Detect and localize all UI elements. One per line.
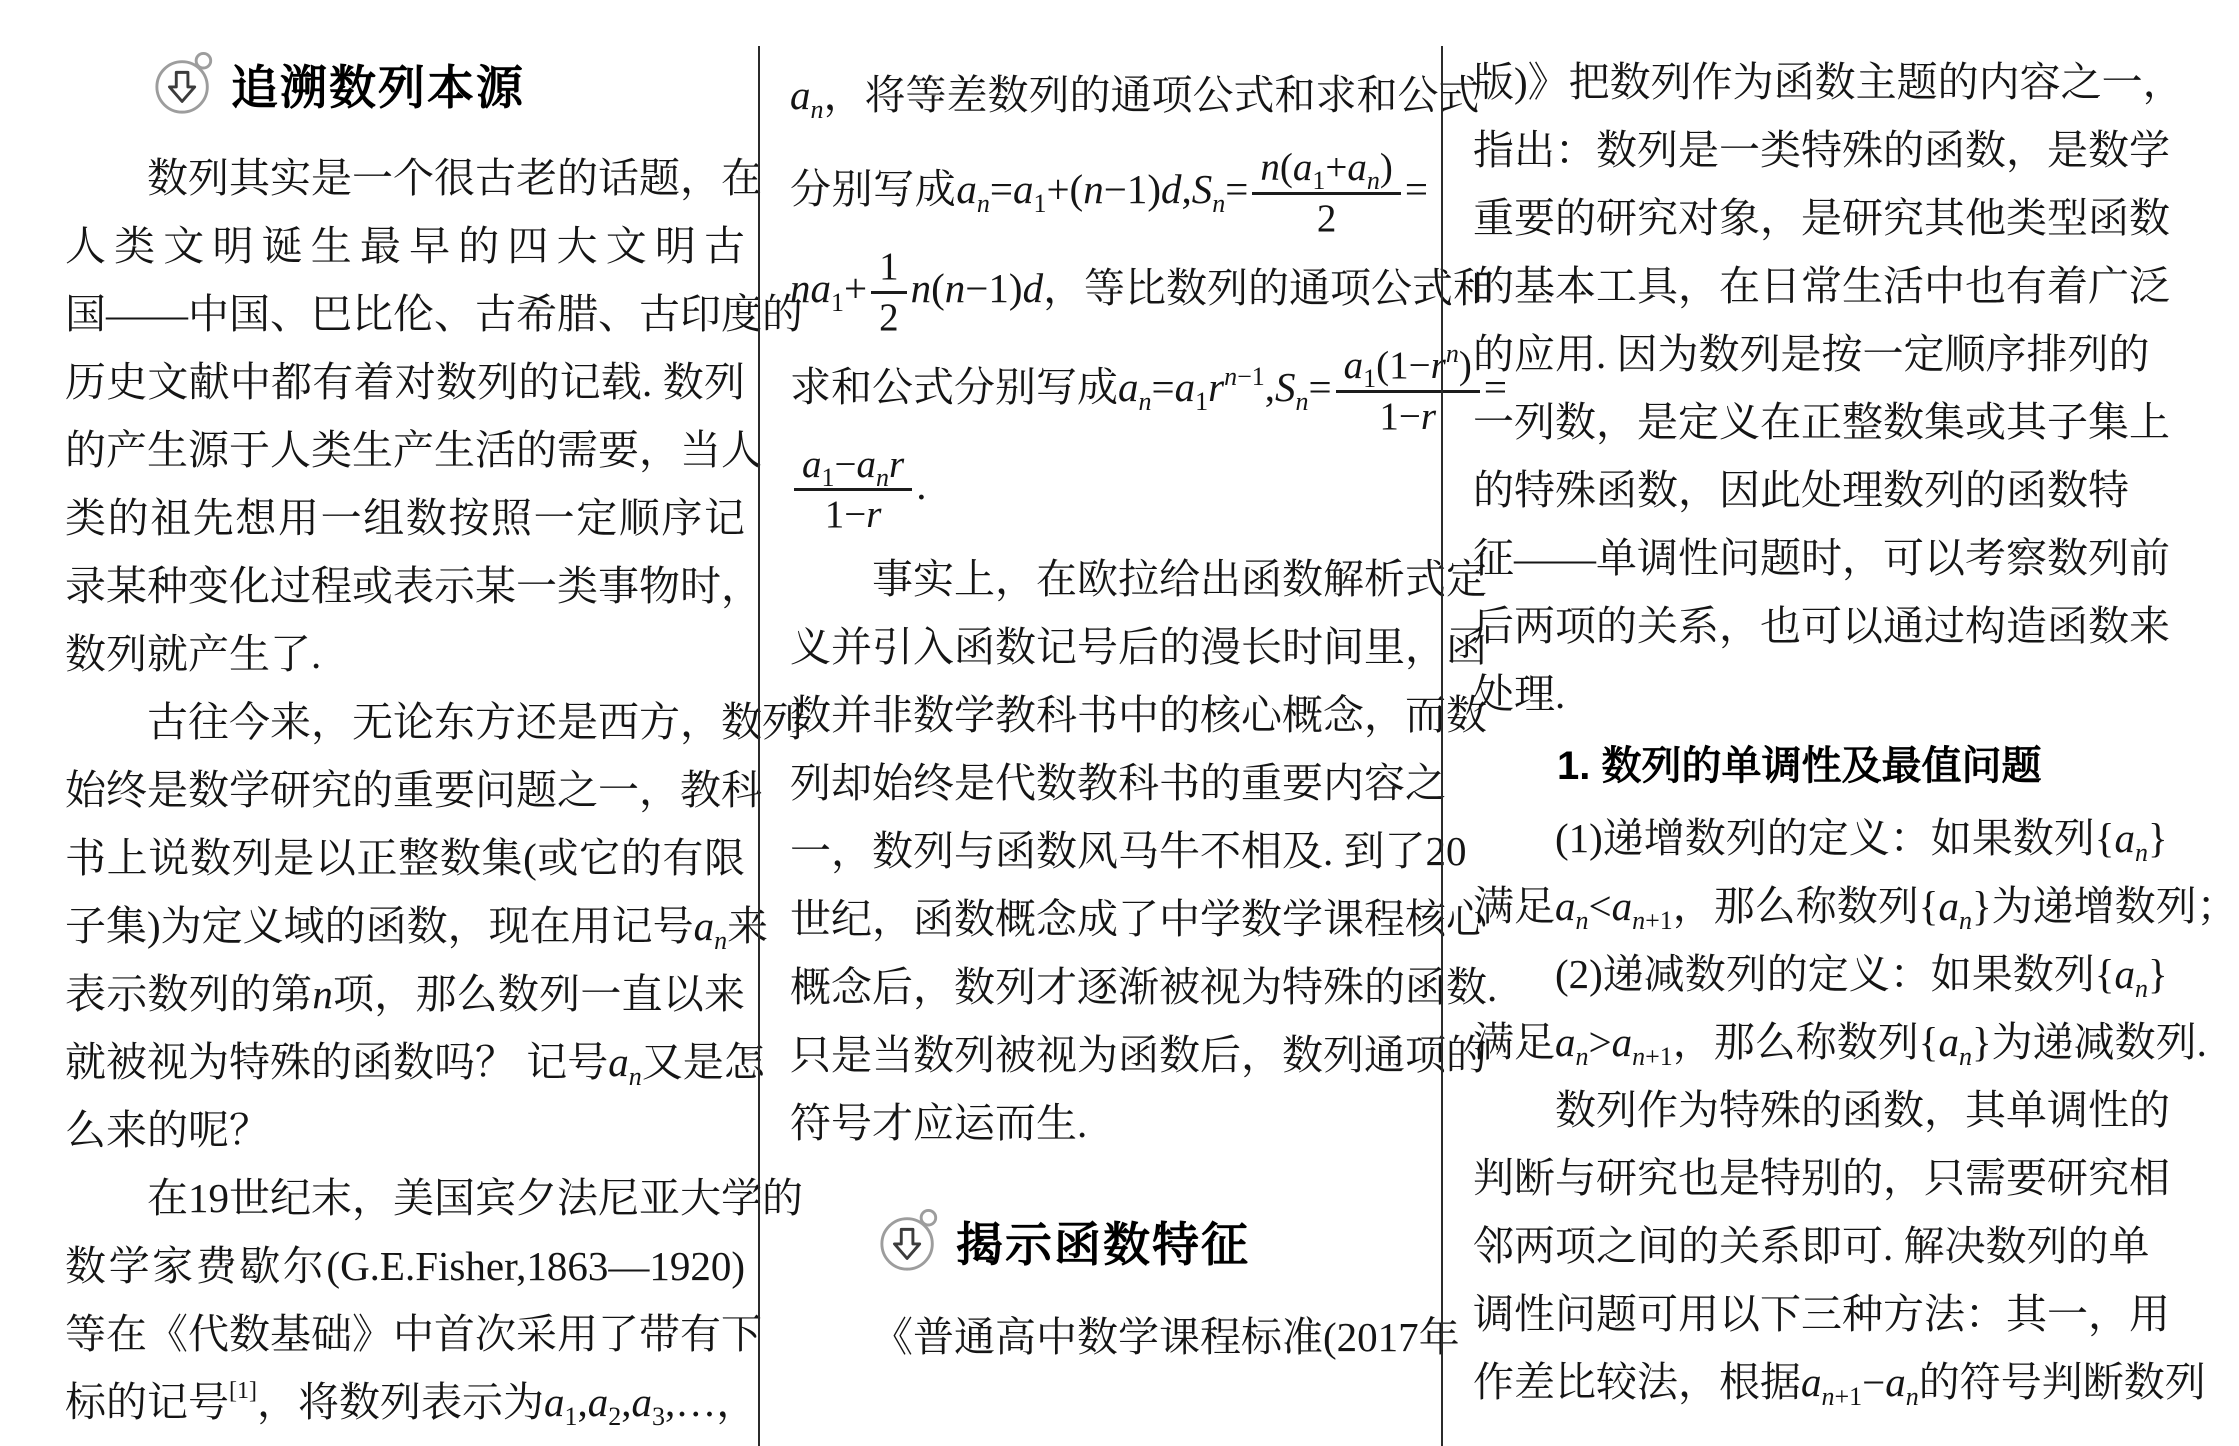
text-line: 邻两项之间的关系即可. 解决数列的单 xyxy=(1473,1223,2150,1269)
text-line: 一，数列与函数风马牛不相及. 到了20 xyxy=(790,828,1467,875)
text-line: 么来的呢？ xyxy=(65,1107,270,1153)
text-line: $na_1+$ $\frac{1}{2}$ n(n−1)d，等比数列的通项公式和 xyxy=(790,245,1495,339)
text-line: 表示数列的第n项，那么数列一直以来 xyxy=(65,971,745,1017)
section-heading xyxy=(65,48,745,120)
paragraph xyxy=(1473,804,2238,940)
text-line: 调性问题可用以下三种方法：其一，用 xyxy=(1473,1291,2170,1337)
text-line: 判断与研究也是特别的，只需要研究相 xyxy=(1473,1155,2170,1201)
text-line: $a_n$，将等差数列的通项公式和求和公式 xyxy=(790,72,1480,124)
text-line: 征——单调性问题时，可以考察数列前 xyxy=(1473,535,2170,581)
section-heading xyxy=(790,1205,1428,1277)
paragraph xyxy=(65,688,803,1164)
text-line: 人类文明诞生最早的四大文明古 xyxy=(65,223,745,269)
text-line: 满足$a_n>a_{n+1}$，那么称数列$\{a_n\}$为递减数列. xyxy=(1473,1019,2207,1071)
text-line: (2)递减数列的定义：如果数列$\{a_n\}$ xyxy=(1555,951,2168,1003)
down-arrow-badge-icon xyxy=(878,1208,942,1274)
down-arrow-badge-icon xyxy=(153,51,217,117)
text-line: 在19世纪末，美国宾夕法尼亚大学的 xyxy=(147,1175,803,1221)
text-line: 事实上，在欧拉给出函数解析式定 xyxy=(872,556,1487,603)
text-line: 标的记号[1]，将数列表示为$a_1,a_2,a_3,\dots$， xyxy=(65,1378,758,1431)
text-line: 一列数，是定义在正整数集或其子集上 xyxy=(1473,399,2170,445)
text-line: 处理. xyxy=(1473,671,1566,717)
text-line: 满足$a_n<a_{n+1}$，那么称数列$\{a_n\}$为递增数列； xyxy=(1473,883,2238,935)
paragraph xyxy=(65,144,803,688)
paragraph xyxy=(790,545,1498,1157)
text-line: 的特殊函数，因此处理数列的函数特 xyxy=(1473,467,2129,513)
text-line: 指出：数列是一类特殊的函数，是数学 xyxy=(1473,127,2170,173)
text-line: 后两项的关系，也可以通过构造函数来 xyxy=(1473,603,2170,649)
paragraph xyxy=(790,1303,1460,1371)
text-line: 列却始终是代数教科书的重要内容之 xyxy=(790,760,1446,807)
text-line: 就被视为特殊的函数吗？ 记号$a_n$又是怎 xyxy=(65,1039,765,1091)
text-line: 的产生源于人类生产生活的需要，当人 xyxy=(65,427,762,473)
text-line: 义并引入函数记号后的漫长时间里，函 xyxy=(790,624,1487,671)
text-line: 数学家费歇尔(G.E.Fisher,1863—1920) xyxy=(65,1243,745,1289)
column-2 xyxy=(758,46,1507,1446)
text-line: 等在《代数基础》中首次采用了带有下 xyxy=(65,1311,762,1357)
text-line: 录某种变化过程或表示某一类事物时， xyxy=(65,563,762,609)
text-line: 始终是数学研究的重要问题之一，教科 xyxy=(65,767,762,813)
text-line: 子集)为定义域的函数，现在用记号$a_n$来 xyxy=(65,903,769,955)
text-line: 的基本工具，在日常生活中也有着广泛 xyxy=(1473,263,2170,309)
text-line: 作差比较法，根据$a_{n+1}-a_n$的符号判断数列 xyxy=(1473,1359,2206,1411)
text-line: 版)》把数列作为函数主题的内容之一， xyxy=(1473,59,2184,105)
text-line: 书上说数列是以正整数集(或它的有限 xyxy=(65,835,745,881)
paragraph xyxy=(1473,940,2207,1076)
paragraph xyxy=(1473,1076,2206,1416)
section-title: 追溯数列本源 xyxy=(231,60,525,114)
text-line: 概念后，数列才逐渐被视为特殊的函数. xyxy=(790,964,1498,1011)
text-line: 国——中国、巴比伦、古希腊、古印度的 xyxy=(65,291,803,337)
text-line: 世纪，函数概念成了中学数学课程核心 xyxy=(790,896,1487,943)
text-line: 数并非数学教科书中的核心概念，而数 xyxy=(790,692,1487,739)
text-line: 数列作为特殊的函数，其单调性的 xyxy=(1555,1087,2170,1133)
text-line: 分别写成$a_n=a_1+(n-1)d,S_n=$ $\frac{n(a_1+a_n)}{2}$ = xyxy=(790,146,1428,241)
text-line: 只是当数列被视为函数后，数列通项的 xyxy=(790,1032,1487,1079)
text-line: 的应用. 因为数列是按一定顺序排列的 xyxy=(1473,331,2150,377)
text-line: 数列就产生了. xyxy=(65,631,322,677)
numbered-subheading: 1. 数列的单调性及最值问题 xyxy=(1557,744,2042,788)
text-line: 《普通高中数学课程标准(2017年 xyxy=(872,1314,1460,1361)
paragraph xyxy=(1473,48,2184,728)
paragraph xyxy=(790,48,1507,537)
column-1 xyxy=(65,46,803,1446)
text-line: 符号才应运而生. xyxy=(790,1100,1088,1147)
text-line: $\frac{a_1-a_nr}{1-r}$ . xyxy=(790,438,1428,537)
text-line: 类的祖先想用一组数按照一定顺序记 xyxy=(65,495,745,541)
text-line: 重要的研究对象，是研究其他类型函数 xyxy=(1473,195,2170,241)
text-line: (1)递增数列的定义：如果数列$\{a_n\}$ xyxy=(1555,815,2168,867)
column-3 xyxy=(1441,46,2238,1446)
text-line: 古往今来，无论东方还是西方，数列 xyxy=(147,699,803,745)
text-line: 求和公式分别写成$a_n=a_1r^{n-1},S_n=$ $\frac{a_1(1-r^n)}{1-r}$ = xyxy=(790,338,1507,438)
text-line: 数列其实是一个很古老的话题，在 xyxy=(147,155,762,201)
paragraph xyxy=(65,1164,803,1436)
section-title: 揭示函数特征 xyxy=(956,1217,1250,1271)
text-line: 历史文献中都有着对数列的记载. 数列 xyxy=(65,359,745,405)
